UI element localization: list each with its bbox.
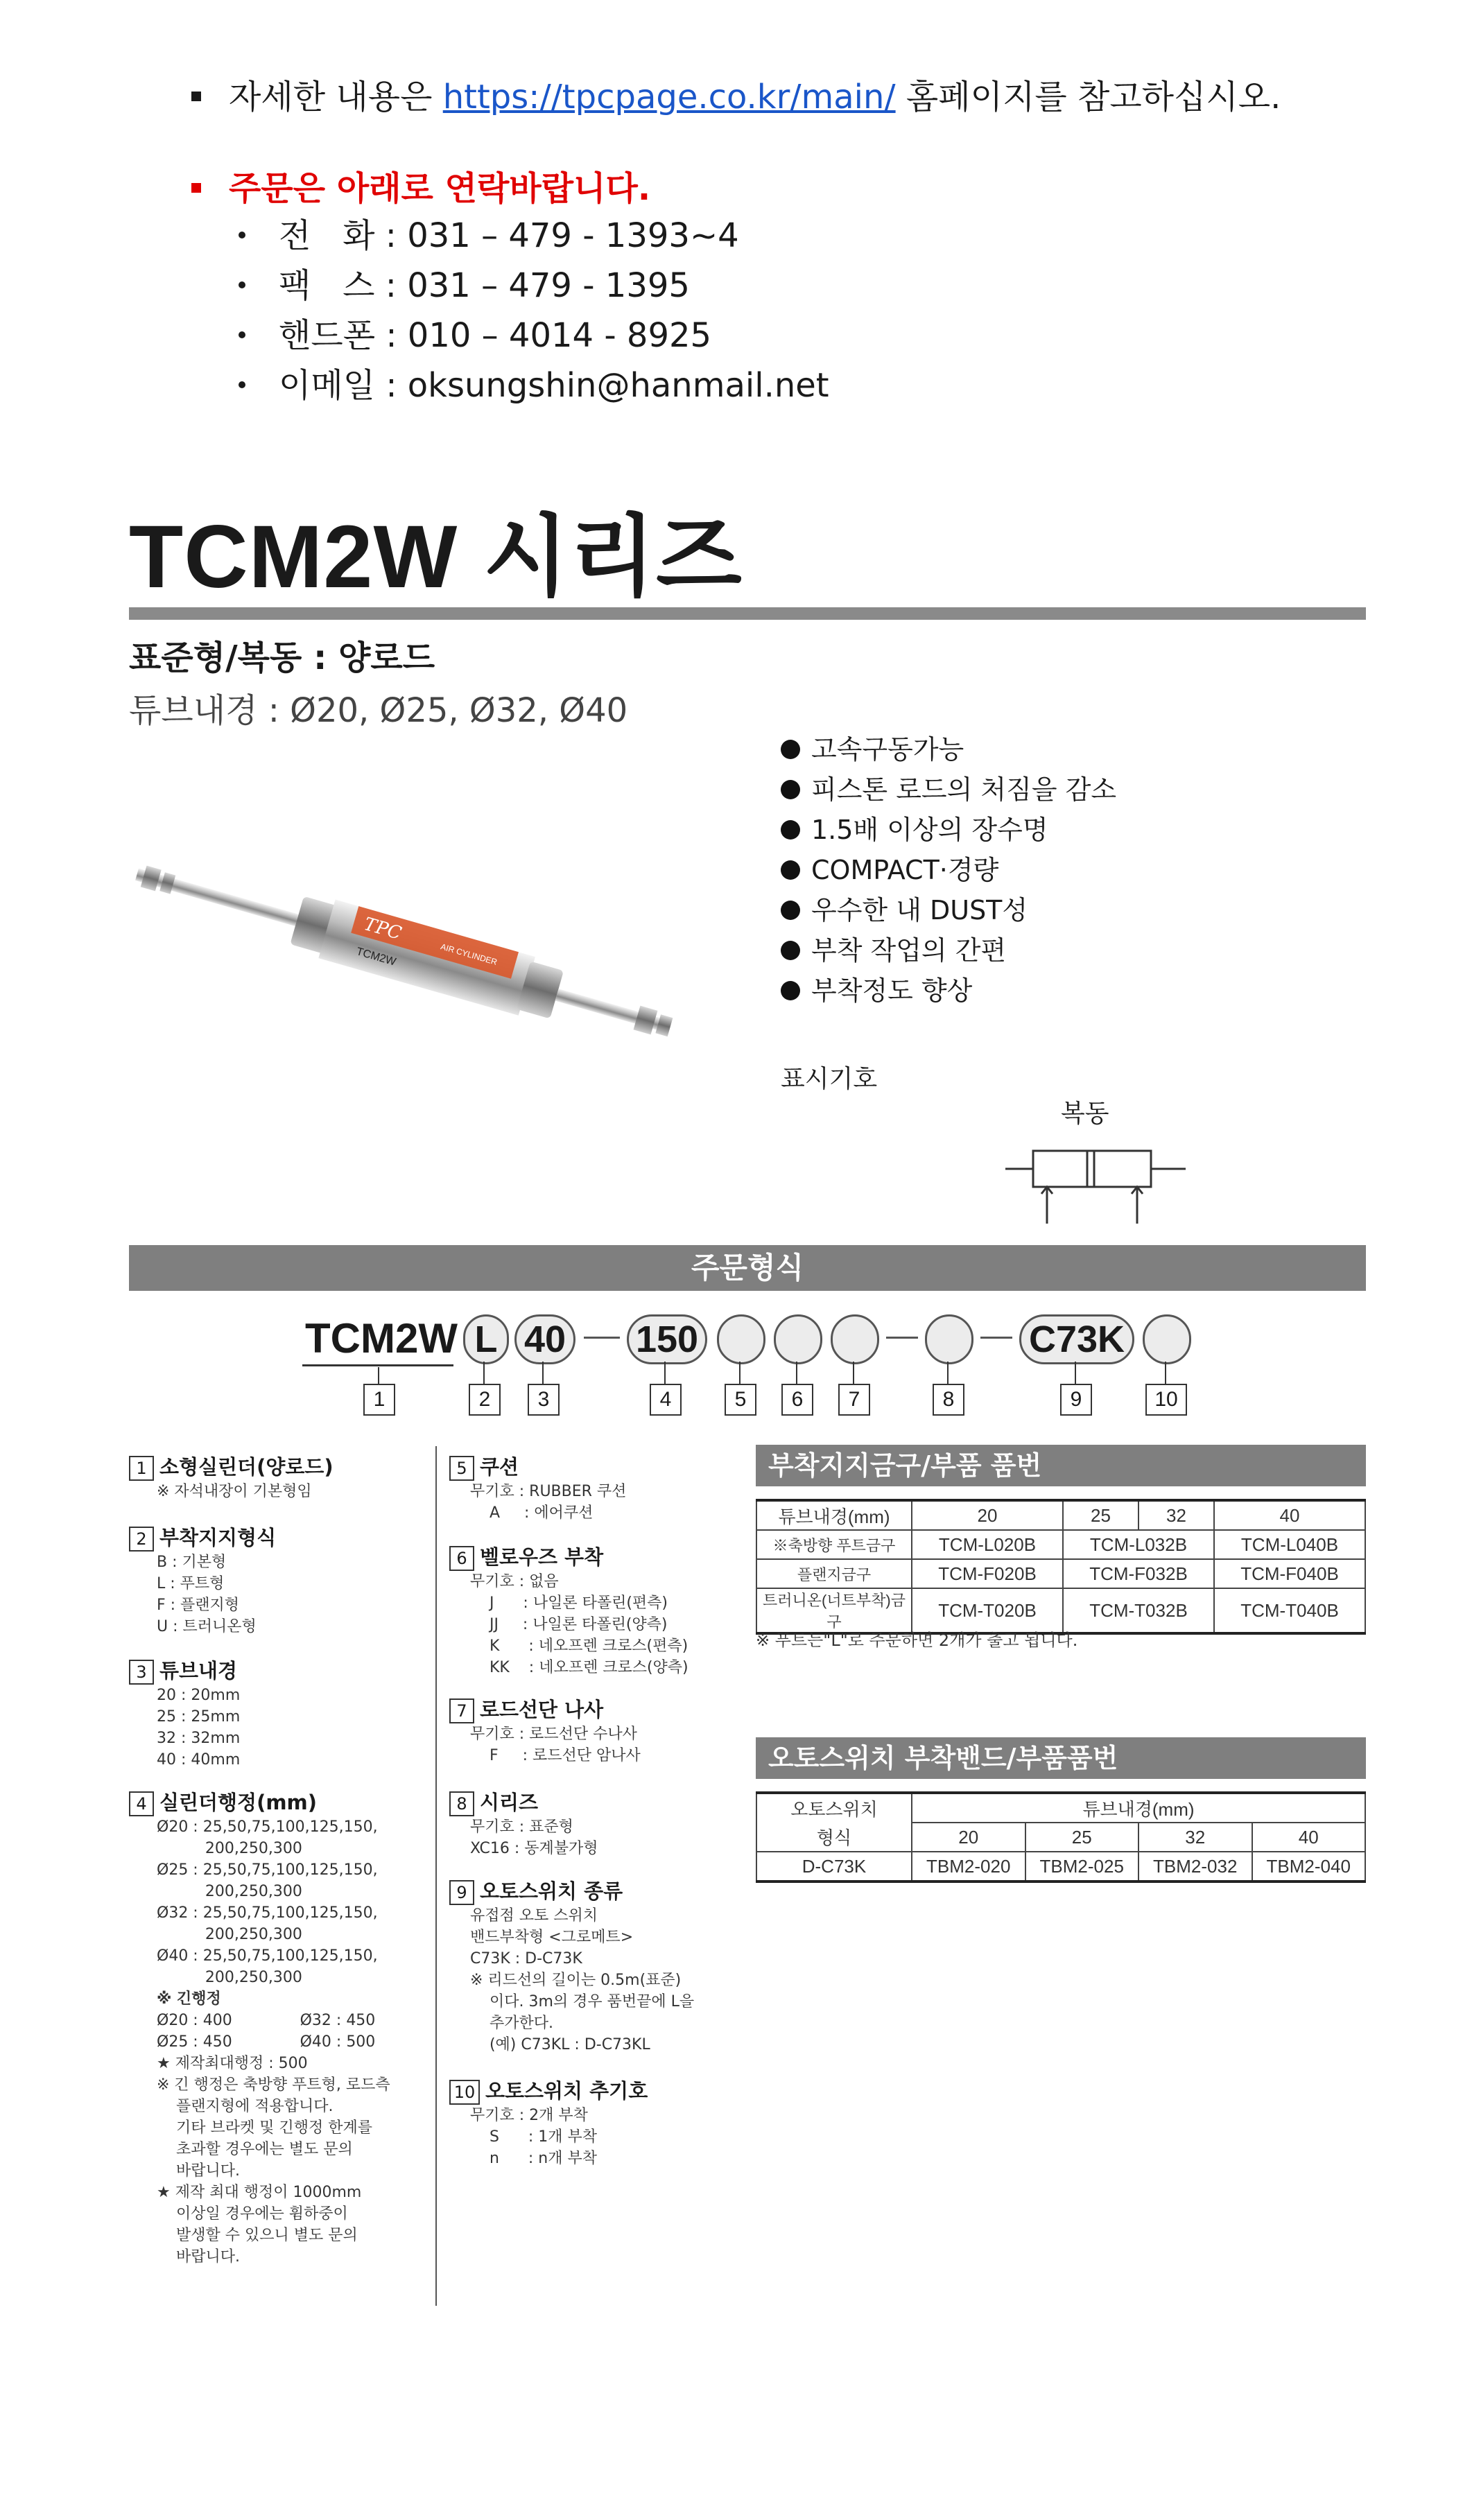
title-divider bbox=[129, 607, 1366, 620]
bullet-dot-icon bbox=[781, 780, 800, 799]
position-number-3: 3 bbox=[528, 1384, 560, 1416]
position-number-5: 5 bbox=[725, 1384, 756, 1416]
connector-line bbox=[542, 1362, 544, 1384]
code-underline bbox=[302, 1364, 453, 1366]
table-header-row: 형식 20 25 32 40 bbox=[756, 1823, 1365, 1852]
connector-line bbox=[378, 1367, 379, 1384]
section-3: 3 튜브내경 20 : 20mm 25 : 25mm 32 : 32mm 40 : 40mm bbox=[129, 1657, 434, 1771]
feature-item: COMPACT·경량 bbox=[781, 850, 1116, 890]
position-number-10: 10 bbox=[1145, 1384, 1187, 1416]
switch-band-table bbox=[756, 1791, 1366, 1883]
brand-logo: TPC bbox=[361, 913, 404, 944]
code-slot-5 bbox=[717, 1314, 765, 1364]
feature-item: 부착정도 향상 bbox=[781, 971, 1116, 1011]
section-10: 10 오토스위치 추기호 무기호 : 2개 부착 S : 1개 부착 n : n개 부착 bbox=[449, 2077, 768, 2169]
code-slot-3: 40 bbox=[514, 1314, 575, 1364]
position-number-7: 7 bbox=[838, 1384, 870, 1416]
section-8: 8 시리즈 무기호 : 표준형 XC16 : 동계불가형 bbox=[449, 1789, 768, 1859]
mount-parts-table bbox=[756, 1499, 1366, 1635]
product-subtitle: 표준형/복동 : 양로드 bbox=[129, 638, 435, 677]
code-dash bbox=[584, 1337, 620, 1339]
connector-line bbox=[947, 1362, 949, 1384]
table-header-row: 튜브내경(mm) 20 25 32 40 bbox=[756, 1500, 1365, 1530]
section-2: 2 부착지지형식 B : 기본형 L : 푸트형 F : 플랜지형 U : 트러니온형 bbox=[129, 1524, 434, 1637]
product-title: TCM2W 시리즈 bbox=[129, 507, 743, 607]
feature-item: 피스톤 로드의 처짐을 감소 bbox=[781, 770, 1116, 810]
connector-line bbox=[853, 1362, 854, 1384]
table-row: D-C73K TBM2-020 TBM2-025 TBM2-032 TBM2-040 bbox=[756, 1852, 1365, 1882]
code-dash bbox=[980, 1337, 1012, 1339]
table-row: ※축방향 푸트금구 TCM-L020B TCM-L032B TCM-L040B bbox=[756, 1530, 1365, 1559]
table-header-row: 오토스위치 튜브내경(mm) bbox=[756, 1793, 1365, 1823]
table-row: 플랜지금구 TCM-F020B TCM-F032B TCM-F040B bbox=[756, 1559, 1365, 1588]
bullet-dot-icon bbox=[239, 281, 245, 288]
bullet-dot-icon bbox=[781, 740, 800, 759]
symbol-type: 복동 bbox=[1061, 1100, 1109, 1128]
order-format-header: 주문형식 bbox=[129, 1245, 1366, 1291]
info-line bbox=[191, 72, 1281, 122]
code-slot-2: L bbox=[463, 1314, 509, 1364]
switch-band-title: 오토스위치 부착밴드/부품품번 bbox=[756, 1737, 1366, 1779]
code-dash bbox=[886, 1337, 918, 1339]
bullet-dot-icon bbox=[781, 860, 800, 880]
cylinder-tag: AIR CYLINDER bbox=[439, 941, 499, 967]
mobile-line bbox=[239, 311, 711, 360]
code-slot-10 bbox=[1143, 1314, 1191, 1364]
connector-line bbox=[1165, 1362, 1166, 1384]
order-code-base: TCM2W bbox=[305, 1315, 458, 1362]
feature-item: 부착 작업의 간편 bbox=[781, 930, 1116, 971]
phone-line bbox=[239, 211, 739, 261]
homepage-link[interactable]: https://tpcpage.co.kr/main/ bbox=[442, 78, 896, 116]
position-number-1: 1 bbox=[363, 1384, 395, 1416]
position-number-8: 8 bbox=[933, 1384, 964, 1416]
fax-line bbox=[239, 261, 690, 311]
model-label: TCM2W bbox=[354, 946, 397, 968]
position-number-9: 9 bbox=[1060, 1384, 1092, 1416]
column-divider bbox=[435, 1446, 437, 2306]
order-heading-text: 주문은 아래로 연락바랍니다. bbox=[229, 169, 651, 208]
code-slot-6 bbox=[774, 1314, 822, 1364]
bullet-dot-icon bbox=[781, 981, 800, 1000]
section-9: 9 오토스위치 종류 유접점 오토 스위치 밴드부착형 <그로메트> C73K : D-C73K ※ 리드선의 길이는 0.5m(표준) 이다. 3m의 경우 품번끝에 L을 추가한다. (예) C73KL : D-C73KL bbox=[449, 1877, 768, 2056]
bullet-dot-icon bbox=[781, 941, 800, 960]
code-slot-9: C73K bbox=[1019, 1314, 1134, 1364]
bullet-dot-icon bbox=[781, 820, 800, 840]
position-number-4: 4 bbox=[650, 1384, 682, 1416]
feature-list bbox=[781, 729, 1116, 1011]
feature-item: 고속구동가능 bbox=[781, 729, 1116, 770]
position-number-6: 6 bbox=[781, 1384, 813, 1416]
mount-note: ※ 푸트는"L"로 주문하면 2개가 출고 됩니다. bbox=[756, 1631, 1078, 1650]
feature-item: 우수한 내 DUST성 bbox=[781, 890, 1116, 930]
email-line bbox=[239, 360, 829, 410]
code-slot-8 bbox=[925, 1314, 973, 1364]
bullet-dot-icon bbox=[781, 901, 800, 920]
order-heading bbox=[191, 164, 650, 214]
connector-line bbox=[1075, 1362, 1076, 1384]
bullet-dot-icon bbox=[239, 331, 245, 338]
double-acting-symbol-icon bbox=[1005, 1137, 1186, 1227]
section-6: 6 벨로우즈 부착 무기호 : 없음 J : 나일론 타폴린(편측) JJ : 나일론 타폴린(양측) K : 네오프렌 크로스(편측) KK : 네오프렌 크로스(양측) bbox=[449, 1543, 768, 1678]
email-text: 이메일 : oksungshin@hanmail.net bbox=[279, 366, 829, 405]
phone-text: 전 화 : 031 – 479 - 1393~4 bbox=[279, 216, 739, 255]
mount-parts-title: 부착지지금구/부품 품번 bbox=[756, 1445, 1366, 1486]
bullet-dot-icon bbox=[239, 232, 245, 238]
position-number-2: 2 bbox=[469, 1384, 501, 1416]
bullet-square-red-icon bbox=[191, 183, 201, 193]
connector-line bbox=[664, 1362, 666, 1384]
bullet-square-icon bbox=[191, 92, 201, 101]
mobile-text: 핸드폰 : 010 – 4014 - 8925 bbox=[279, 316, 712, 355]
connector-line bbox=[796, 1362, 797, 1384]
code-slot-7 bbox=[831, 1314, 879, 1364]
info-suffix: 홈페이지를 참고하십시오. bbox=[895, 78, 1281, 116]
symbol-label: 표시기호 bbox=[781, 1065, 878, 1093]
feature-item: 1.5배 이상의 장수명 bbox=[781, 810, 1116, 850]
bullet-dot-icon bbox=[239, 381, 245, 388]
section-5: 5 쿠션 무기호 : RUBBER 쿠션 A : 에어쿠션 bbox=[449, 1453, 768, 1524]
cylinder-product-image bbox=[118, 853, 700, 1061]
info-prefix: 자세한 내용은 bbox=[229, 78, 443, 116]
bore-sizes: 튜브내경 : Ø20, Ø25, Ø32, Ø40 bbox=[129, 691, 628, 730]
section-4: 4 실린더행정(mm) Ø20 : 25,50,75,100,125,150, 200,250,300 Ø25 : 25,50,75,100,125,150, 200,250,300 Ø32 : 25,50,75,100,125,150, 200,250,300 Ø40 : 25,50,75,100,125,150, 200,250,300 ※ 긴행정 Ø20 : 400 Ø32 : 450 Ø25 : 450 Ø40 : 500 ★ 제작최대행정 : 500 ※ 긴 행정은 축방향 푸트형, 로드측 플랜지형에 적용합니다. 기타 브라켓 및 긴행정 한계를 초과할 경우에는 별도 문의 바랍니다. ★ 제작 최대 행정이 1000mm 이상일 경우에는 휨하중이 발생할 수 있으니 별도 문의 바랍니다. bbox=[129, 1789, 434, 2268]
fax-text: 팩 스 : 031 – 479 - 1395 bbox=[279, 266, 690, 305]
section-7: 7 로드선단 나사 무기호 : 로드선단 수나사 F : 로드선단 암나사 bbox=[449, 1696, 768, 1766]
code-slot-4: 150 bbox=[627, 1314, 707, 1364]
connector-line bbox=[739, 1362, 741, 1384]
section-1: 1 소형실린더(양로드) ※ 자석내장이 기본형임 bbox=[129, 1453, 434, 1502]
connector-line bbox=[483, 1362, 485, 1384]
table-row: 트러니온(너트부착)금구 TCM-T020B TCM-T032B TCM-T040B bbox=[756, 1588, 1365, 1633]
